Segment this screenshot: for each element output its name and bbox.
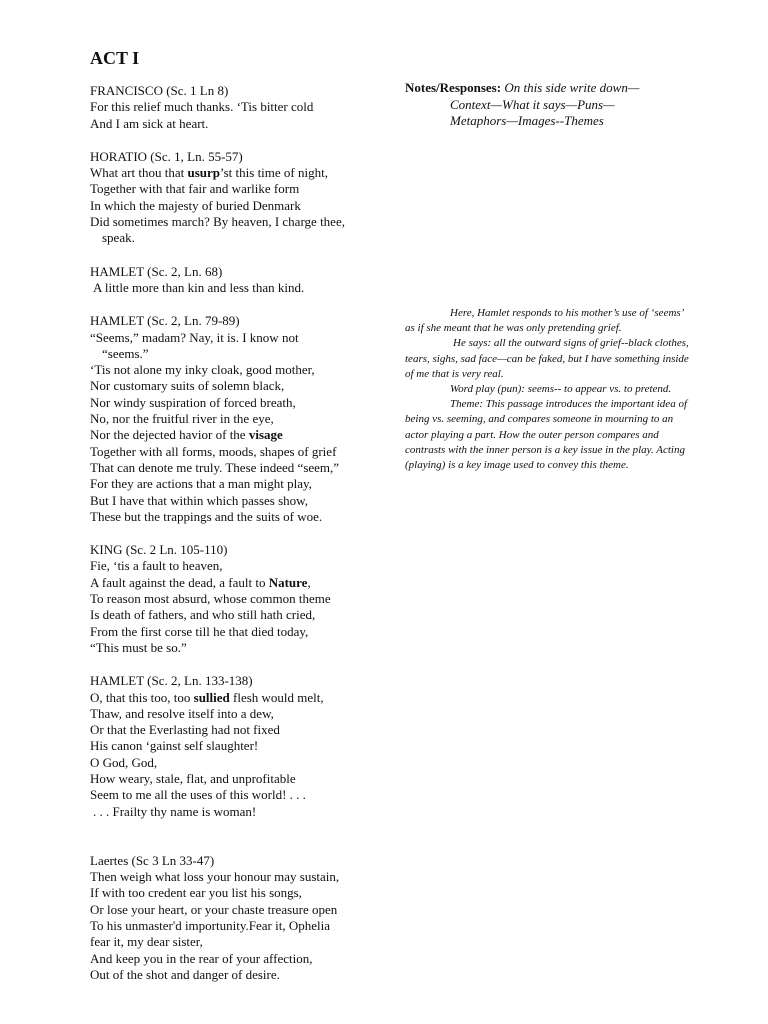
verse-text: Nor customary suits of solemn black, xyxy=(90,378,285,394)
verse-text: O God, God, xyxy=(90,754,158,770)
verse-line xyxy=(90,280,390,296)
speech-block xyxy=(90,149,390,247)
notes-label: Notes/Responses: xyxy=(405,80,502,95)
verse-line xyxy=(90,427,390,443)
speech-block xyxy=(90,853,390,983)
verse-text: A fault against the dead, a fault to xyxy=(90,574,269,590)
verse-line xyxy=(90,690,390,706)
verse-line xyxy=(90,722,390,738)
speech-block xyxy=(90,83,390,132)
verse-text: O, that this too, too xyxy=(90,689,194,705)
verse-line xyxy=(90,575,390,591)
verse-text: fear it, my dear sister, xyxy=(90,934,203,950)
verse-line xyxy=(90,558,390,574)
verse-text: Nor the dejected havior of the xyxy=(90,427,249,443)
speech-block xyxy=(90,313,390,525)
verse-text: And keep you in the rear of your affection, xyxy=(90,950,313,966)
verse-text: . . . Frailty thy name is woman! xyxy=(93,803,257,819)
verse-text: For this relief much thanks. ‘Tis bitter cold xyxy=(90,99,314,115)
verse-line xyxy=(90,640,390,656)
speaker-heading: HAMLET (Sc. 2, Ln. 133-138) xyxy=(90,673,253,689)
verse-line xyxy=(90,607,390,623)
response-note xyxy=(405,306,695,473)
bold-vocabulary-word: usurp xyxy=(187,165,220,181)
notes-instruction-1: On this side write down— xyxy=(504,80,640,95)
verse-text: And I am sick at heart. xyxy=(90,115,209,131)
verse-line xyxy=(90,181,390,197)
verse-line xyxy=(90,755,390,771)
verse-text: How weary, stale, flat, and unprofitable xyxy=(90,770,296,786)
verse-text: “This must be so.” xyxy=(90,639,187,655)
verse-line xyxy=(90,902,390,918)
speaker-heading: HORATIO (Sc. 1, Ln. 55-57) xyxy=(90,148,243,164)
verse-line xyxy=(90,885,390,901)
response-paragraph: Theme: This passage introduces the important idea of being vs. seeming, and compares someone in mourning to an actor playing a part. How the outer person compares and contrasts with the inner person is a key issue in the play. Acting (playing) is a key image used to convey this theme. xyxy=(405,398,687,472)
verse-line xyxy=(90,444,390,460)
verse-line xyxy=(90,460,390,476)
verse-line xyxy=(90,951,390,967)
verse-text: Out of the shot and danger of desire. xyxy=(90,966,280,982)
verse-text: Did sometimes march? By heaven, I charge thee, xyxy=(90,214,345,230)
verse-text: Is death of fathers, and who still hath cried, xyxy=(90,607,316,623)
verse-text: His canon ‘gainst self slaughter! xyxy=(90,738,259,754)
verse-text: What art thou that xyxy=(90,165,188,181)
response-paragraph: Word play (pun): seems-- to appear vs. to pretend. xyxy=(450,383,672,396)
verse-text: “seems.” xyxy=(102,345,149,361)
verse-text: No, nor the fruitful river in the eye, xyxy=(90,411,274,427)
response-paragraph: Here, Hamlet responds to his mother’s use of ‘seems’ as if she meant that he was only pretending grief. xyxy=(405,307,684,335)
speech-block xyxy=(90,542,390,656)
verse-line xyxy=(90,230,390,246)
verse-text: To reason most absurd, whose common theme xyxy=(90,591,331,607)
bold-vocabulary-word: Nature xyxy=(268,574,308,590)
verse-line xyxy=(90,967,390,983)
verse-text: If with too credent ear you list his songs, xyxy=(90,885,302,901)
verse-line xyxy=(90,787,390,803)
verse-text: To his unmaster'd importunity.Fear it, Ophelia xyxy=(90,918,330,934)
verse-text: Or that the Everlasting had not fixed xyxy=(90,722,280,738)
bold-vocabulary-word: visage xyxy=(248,427,283,443)
verse-text: In which the majesty of buried Denmark xyxy=(90,197,301,213)
verse-line xyxy=(90,934,390,950)
speaker-heading: HAMLET (Sc. 2, Ln. 79-89) xyxy=(90,313,240,329)
verse-text: flesh would melt, xyxy=(229,689,324,705)
notes-column xyxy=(405,80,695,130)
notes-instruction-3: Metaphors—Images--Themes xyxy=(450,113,604,128)
verse-line xyxy=(90,493,390,509)
verse-line xyxy=(90,346,390,362)
verse-text: “Seems,” madam? Nay, it is. I know not xyxy=(90,329,299,345)
verse-text: From the first corse till he that died today, xyxy=(90,623,309,639)
response-paragraph: He says: all the outward signs of grief--black clothes, tears, sighs, sad face—can be faked, but I have something inside of me that is very real. xyxy=(405,337,689,380)
verse-text: These but the trappings and the suits of woe. xyxy=(90,508,323,524)
verse-text: Or lose your heart, or your chaste treasure open xyxy=(90,901,338,917)
verse-line xyxy=(90,624,390,640)
verse-text: For they are actions that a man might play, xyxy=(90,476,312,492)
verse-text: ’st this time of night, xyxy=(220,165,328,181)
verse-line xyxy=(90,869,390,885)
speaker-heading: KING (Sc. 2 Ln. 105-110) xyxy=(90,542,228,558)
verse-line xyxy=(90,116,390,132)
verse-text: Nor windy suspiration of forced breath, xyxy=(90,394,296,410)
speech-block xyxy=(90,673,390,820)
speaker-heading: FRANCISCO (Sc. 1 Ln 8) xyxy=(90,83,229,98)
verse-line xyxy=(90,771,390,787)
speaker-heading: HAMLET (Sc. 2, Ln. 68) xyxy=(90,263,223,279)
verse-line xyxy=(90,411,390,427)
verse-line xyxy=(90,362,390,378)
verse-text: Together with that fair and warlike form xyxy=(90,181,300,197)
notes-header xyxy=(405,80,695,130)
verse-line xyxy=(90,804,390,820)
speech-block xyxy=(90,264,390,297)
verse-text: Fie, ‘tis a fault to heaven, xyxy=(90,558,223,574)
verse-line xyxy=(90,198,390,214)
verse-line xyxy=(90,99,390,115)
act-title: ACT I xyxy=(90,48,140,68)
verse-text: A little more than kin and less than kind. xyxy=(93,279,305,295)
verse-line xyxy=(90,918,390,934)
verse-line xyxy=(90,395,390,411)
verse-text: , xyxy=(307,574,311,590)
verse-line xyxy=(90,706,390,722)
verse-text: speak. xyxy=(102,230,135,246)
verse-line xyxy=(90,165,390,181)
verse-line xyxy=(90,330,390,346)
verse-line xyxy=(90,378,390,394)
speeches-column xyxy=(90,83,390,1000)
notes-instruction-2: Context—What it says—Puns— xyxy=(450,96,615,112)
verse-text: Then weigh what loss your honour may sustain, xyxy=(90,869,340,885)
verse-line xyxy=(90,738,390,754)
verse-line xyxy=(90,476,390,492)
verse-text: Thaw, and resolve itself into a dew, xyxy=(90,705,274,721)
verse-text: ‘Tis not alone my inky cloak, good mother, xyxy=(90,362,315,378)
verse-text: Seem to me all the uses of this world! . . . xyxy=(90,787,306,803)
verse-text: But I have that within which passes show, xyxy=(90,492,308,508)
speaker-heading: Laertes (Sc 3 Ln 33-47) xyxy=(90,852,215,868)
verse-line xyxy=(90,591,390,607)
verse-line xyxy=(90,509,390,525)
verse-text: Together with all forms, moods, shapes of grief xyxy=(90,443,337,459)
bold-vocabulary-word: sullied xyxy=(193,689,230,705)
verse-text: That can denote me truly. These indeed “seem,” xyxy=(90,459,340,475)
verse-line xyxy=(90,214,390,230)
